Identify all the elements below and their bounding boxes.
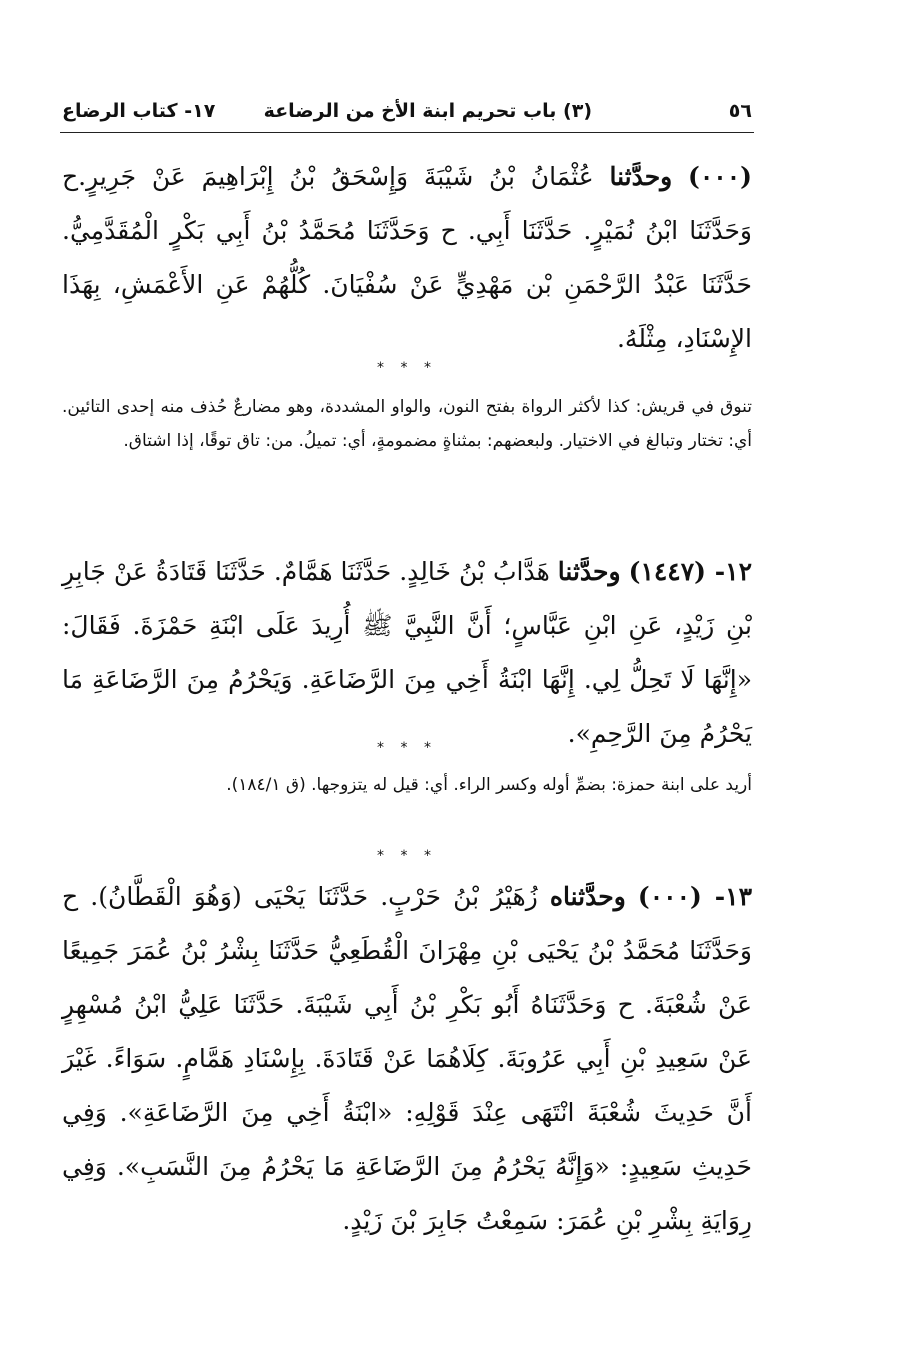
hadith-number: ١٣- (٠٠٠) [637, 882, 752, 911]
page-number: ٥٦ [728, 100, 752, 122]
note-text: تنوق في قريش: كذا لأكثر الرواة بفتح النون، والواو المشددة، وهو مضارعٌ حُذف منه إحدى التائين. أي: تختار وتبالغ في الاختيار. ولبعضهم: بمثناةٍ مضمومةٍ، أي: تميلُ. من: تاق توقًا، إذا اشتاق. [62, 397, 752, 451]
section-separator: * * * [377, 848, 437, 864]
hadith-intro: وحدَّثنا [609, 162, 673, 191]
hadith-block-12 [62, 545, 752, 761]
hadith-text: عُثْمَانُ بْنُ شَيْبَةَ وَإِسْحَقُ بْنُ إِبْرَاهِيمَ عَنْ جَرِيرٍ.ح وَحَدَّثَنَا ابْنُ نُمَيْرٍ. حَدَّثَنَا أَبِي. ح وَحَدَّثَنَا مُحَمَّدُ بْنُ أَبِي بَكْرٍ الْمُقَدَّمِيُّ. حَدَّثَنَا عَبْدُ الرَّحْمَنِ بْن مَهْدِيٍّ عَنْ سُفْيَانَ. كُلُّهُمْ عَنِ الأَعْمَشِ، بِهَذَا الإِسْنَادِ، مِثْلَهُ. [62, 162, 752, 353]
commentary-note [62, 390, 752, 458]
running-header [62, 92, 752, 132]
hadith-text: زُهَيْرُ بْنُ حَرْبٍ. حَدَّثَنَا يَحْيَى (وَهُوَ الْقَطَّانُ). ح وَحَدَّثَنَا مُحَمَّدُ بْنُ يَحْيَى بْنِ مِهْرَانَ الْقُطَعِيُّ حَدَّثَنَا بِشْرُ بْنُ عُمَرَ جَمِيعًا عَنْ شُعْبَةَ. ح وَحَدَّثَنَاهُ أَبُو بَكْرِ بْنُ أَبِي شَيْبَةَ. حَدَّثَنَا عَلِيُّ ابْنُ مُسْهِرٍ عَنْ سَعِيدِ بْنِ أَبِي عَرُوبَةَ. كِلَاهُمَا عَنْ قَتَادَةَ. بِإِسْنَادِ هَمَّامٍ. سَوَاءً. غَيْرَ أَنَّ حَدِيثَ شُعْبَةَ انْتَهَى عِنْدَ قَوْلِهِ: «ابْنَةُ أَخِي مِنَ الرَّضَاعَةِ». وَفِي حَدِيثِ سَعِيدٍ: «وَإِنَّهُ يَحْرُمُ مِنَ الرَّضَاعَةِ مَا يَحْرُمُ مِنَ النَّسَبِ». وَفِي رِوَايَةِ بِشْرِ بْنِ عُمَرَ: سَمِعْتُ جَابِرَ بْنَ زَيْدٍ. [62, 882, 752, 1235]
note-text: أريد على ابنة حمزة: بضمِّ أوله وكسر الراء. أي: قيل له يتزوجها. (ق ١٨٤/١). [226, 775, 752, 795]
hadith-block-13 [62, 870, 752, 1248]
hadith-number: (٠٠٠) [688, 162, 753, 191]
header-divider [60, 132, 754, 133]
section-separator: * * * [377, 740, 437, 756]
hadith-block-unnumbered [62, 150, 752, 366]
commentary-note [62, 768, 752, 802]
hadith-intro: وحدَّثناه [549, 882, 626, 911]
hadith-intro: وحدَّثنا [557, 557, 621, 586]
hadith-text: هَدَّابُ بْنُ خَالِدٍ. حَدَّثَنَا هَمَّامٌ. حَدَّثَنَا قَتَادَةُ عَنْ جَابِرِ بْنِ زَيْدٍ، عَنِ ابْنِ عَبَّاسٍ؛ أَنَّ النَّبِيَّ ﷺ أُرِيدَ عَلَى ابْنَةِ حَمْزَةَ. فَقَالَ: «إِنَّهَا لَا تَحِلُّ لِي. إِنَّهَا ابْنَةُ أَخِي مِنَ الرَّضَاعَةِ. وَيَحْرُمُ مِنَ الرَّضَاعَةِ مَا يَحْرُمُ مِنَ الرَّحِمِ». [62, 557, 752, 748]
book-title: ١٧- كتاب الرضاع [62, 100, 216, 122]
section-separator: * * * [377, 360, 437, 376]
chapter-title: (٣) باب تحريم ابنة الأخ من الرضاعة [263, 100, 592, 122]
hadith-number: ١٢- (١٤٤٧) [628, 557, 752, 586]
